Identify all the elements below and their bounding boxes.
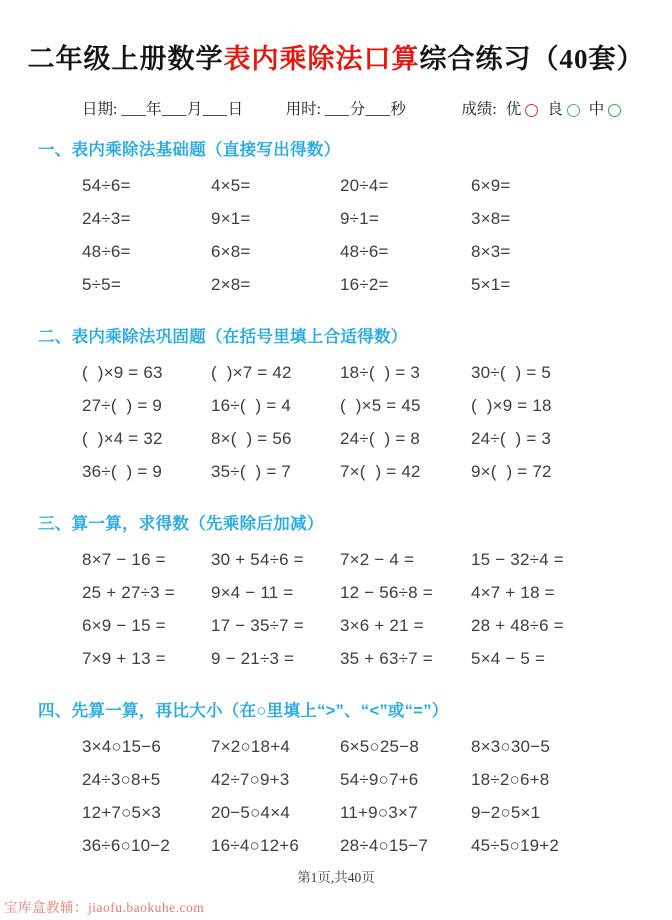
section-fill-blank-problems	[0, 327, 672, 488]
math-problem: 5×4 − 5 =	[471, 648, 546, 668]
math-problem: 5×1=	[471, 274, 511, 294]
math-problem: 6×8=	[211, 241, 251, 261]
math-problem: 7×2○18+4	[211, 736, 290, 756]
math-problem: 3×6 + 21 =	[340, 615, 424, 635]
math-problem: 45÷5○19+2	[471, 835, 560, 855]
math-problem: 6×5○25−8	[340, 736, 419, 756]
math-problem: ( )×5 = 45	[340, 395, 421, 415]
math-problem: 8×3=	[471, 241, 511, 261]
section-heading: 三、算一算，求得数（先乘除后加减）	[38, 515, 324, 533]
section-basic-problems	[0, 140, 672, 301]
math-problem: 9×1=	[211, 208, 251, 228]
score-label: 成绩:	[461, 101, 497, 118]
math-problem: 9×( ) = 72	[471, 461, 552, 481]
math-problem: 4×5=	[211, 175, 251, 195]
grade-medium-circle-icon	[608, 104, 621, 117]
math-problem: 20−5○4×4	[211, 802, 290, 822]
math-problem: 12 − 56÷8 =	[340, 582, 433, 602]
math-problem: 28÷4○15−7	[340, 835, 429, 855]
math-problem: 30 + 54÷6 =	[211, 549, 304, 569]
meta-line	[82, 100, 672, 120]
math-problem: 9−2○5×1	[471, 802, 541, 822]
grade-good	[547, 100, 580, 120]
math-problem: 18÷( ) = 3	[340, 362, 421, 382]
math-problem: ( )×7 = 42	[211, 362, 292, 382]
math-problem: 24÷3○8+5	[82, 769, 161, 789]
math-problem: 30÷( ) = 5	[471, 362, 552, 382]
math-problem: 12+7○5×3	[82, 802, 161, 822]
math-problem: 54÷6=	[82, 175, 131, 195]
time-blanks: ___分___秒	[324, 101, 407, 118]
section-heading: 四、先算一算，再比大小（在○里填上“>”、“<”或“=”）	[38, 702, 449, 720]
math-problem: 3×4○15−6	[82, 736, 161, 756]
math-problem: 8×3○30−5	[471, 736, 550, 756]
problem-grid	[82, 169, 672, 301]
math-problem: 48÷6=	[82, 241, 131, 261]
math-problem: 48÷6=	[340, 241, 389, 261]
problem-grid	[82, 543, 672, 675]
math-problem: 8×( ) = 56	[211, 428, 292, 448]
math-problem: 24÷( ) = 8	[340, 428, 421, 448]
math-problem: 9÷1=	[340, 208, 379, 228]
math-problem: 20÷4=	[340, 175, 389, 195]
grade-good-label: 良	[547, 101, 563, 118]
math-problem: 7×2 − 4 =	[340, 549, 415, 569]
math-problem: 42÷7○9+3	[211, 769, 290, 789]
math-problem: 28 + 48÷6 =	[471, 615, 564, 635]
math-problem: 18÷2○6+8	[471, 769, 550, 789]
math-problem: 3×8=	[471, 208, 511, 228]
grade-good-circle-icon	[567, 104, 580, 117]
math-problem: ( )×4 = 32	[82, 428, 163, 448]
page-title	[0, 0, 672, 76]
grade-excellent	[506, 100, 539, 120]
math-problem: 16÷4○12+6	[211, 835, 300, 855]
math-problem: 54÷9○7+6	[340, 769, 419, 789]
math-problem: 17 − 35÷7 =	[211, 615, 304, 635]
problem-grid	[82, 730, 672, 862]
page-number: 第1页,共40页	[297, 870, 375, 885]
math-problem: 16÷2=	[340, 274, 389, 294]
grade-medium-label: 中	[588, 101, 605, 118]
math-problem: 6×9=	[471, 175, 511, 195]
section-heading: 一、表内乘除法基础题（直接写出得数）	[38, 141, 341, 159]
title-part-grade: 二年级上册数学	[27, 44, 224, 74]
math-problem: 35 + 63÷7 =	[340, 648, 433, 668]
title-part-suffix: 综合练习（40套）	[419, 44, 645, 74]
math-problem: 36÷6○10−2	[82, 835, 171, 855]
math-problem: ( )×9 = 63	[82, 362, 163, 382]
section-heading: 二、表内乘除法巩固题（在括号里填上合适得数）	[38, 328, 408, 346]
math-problem: 9×4 − 11 =	[211, 582, 294, 602]
grade-medium	[589, 100, 622, 120]
math-problem: 11+9○3×7	[340, 802, 418, 822]
math-problem: 7×9 + 13 =	[82, 648, 166, 668]
math-problem: 35÷( ) = 7	[211, 461, 292, 481]
math-problem: 6×9 − 15 =	[82, 615, 166, 635]
math-problem: 4×7 + 18 =	[471, 582, 555, 602]
time-label: 用时:	[285, 101, 321, 118]
math-problem: 24÷( ) = 3	[471, 428, 552, 448]
math-problem: 5÷5=	[82, 274, 121, 294]
math-problem: 25 + 27÷3 =	[82, 582, 175, 602]
grade-excellent-circle-icon	[525, 104, 538, 117]
math-problem: 16÷( ) = 4	[211, 395, 292, 415]
math-problem: 27÷( ) = 9	[82, 395, 163, 415]
math-problem: 36÷( ) = 9	[82, 461, 163, 481]
math-problem: 2×8=	[211, 274, 251, 294]
section-mixed-operations	[0, 514, 672, 675]
math-problem: 8×7 − 16 =	[82, 549, 166, 569]
date-label: 日期:	[82, 101, 118, 118]
watermark-link: 宝库盒教辅：jiaofu.baokuhe.com	[4, 900, 205, 915]
math-problem: ( )×9 = 18	[471, 395, 552, 415]
math-problem: 15 − 32÷4 =	[471, 549, 564, 569]
title-part-topic: 表内乘除法口算	[223, 44, 420, 74]
date-blanks: ___年___月___日	[121, 101, 244, 118]
math-problem: 24÷3=	[82, 208, 131, 228]
section-compare-problems	[0, 701, 672, 862]
grade-excellent-label: 优	[505, 101, 522, 118]
problem-grid	[82, 356, 672, 488]
math-problem: 7×( ) = 42	[340, 461, 421, 481]
math-problem: 9 − 21÷3 =	[211, 648, 295, 668]
